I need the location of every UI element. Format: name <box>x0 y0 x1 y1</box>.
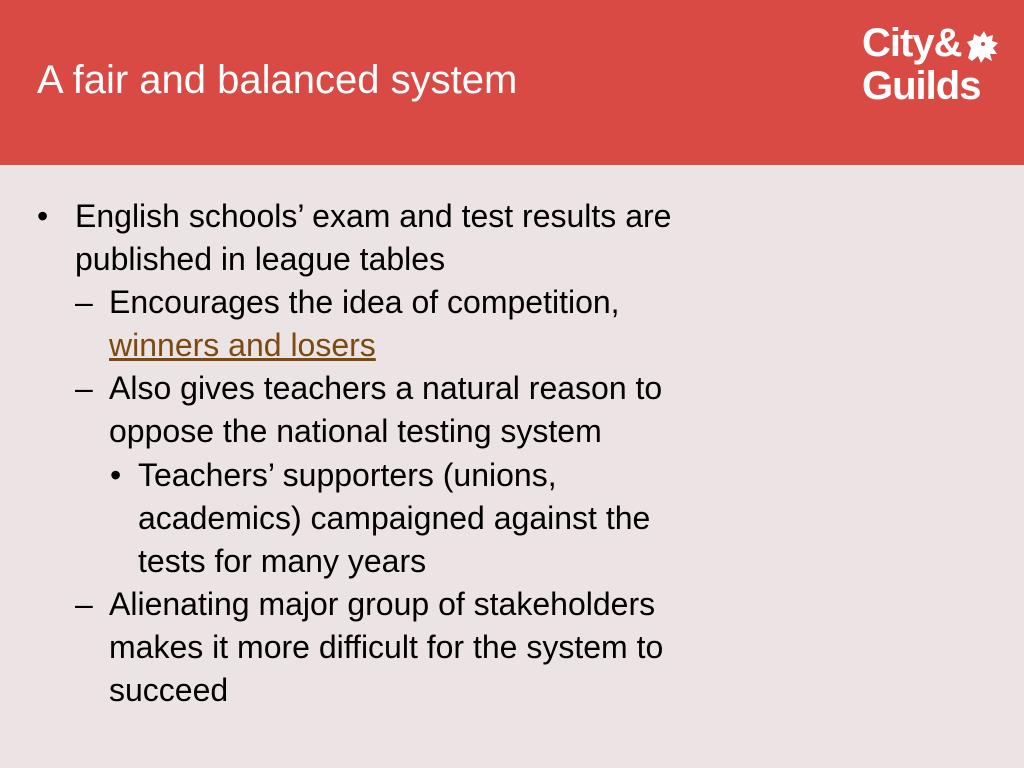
sub-sub-bullet-text: academics) campaigned against the <box>138 500 651 536</box>
sub-bullet-text: Also gives teachers a natural reason to <box>109 370 663 406</box>
sub-sub-bullet-text: tests for many years <box>138 543 427 579</box>
sub-bullet-text: Alienating major group of stakeholders <box>109 586 656 622</box>
bullet-text: published in league tables <box>75 241 446 277</box>
sub-sub-bullet-marker: • <box>110 457 122 493</box>
sub-bullet-text: makes it more difficult for the system to <box>109 629 664 665</box>
sub-bullet-marker: – <box>75 586 93 622</box>
bullet-marker: • <box>37 198 49 234</box>
sub-bullet-text: oppose the national testing system <box>109 413 602 449</box>
bullet-text: English schools’ exam and test results are <box>75 198 672 234</box>
sub-bullet-text: succeed <box>109 672 229 708</box>
sub-bullet-text: Encourages the idea of competition, <box>109 284 620 320</box>
logo-line-1: City& <box>862 21 962 65</box>
slide-title: A fair and balanced system <box>37 58 518 102</box>
sub-sub-bullet-text: Teachers’ supporters (unions, <box>138 457 557 493</box>
logo-line-2: Guilds <box>862 64 981 108</box>
sub-bullet-marker: – <box>75 284 93 320</box>
sub-bullet-marker: – <box>75 370 93 406</box>
winners-and-losers-link[interactable]: winners and losers <box>109 327 376 363</box>
